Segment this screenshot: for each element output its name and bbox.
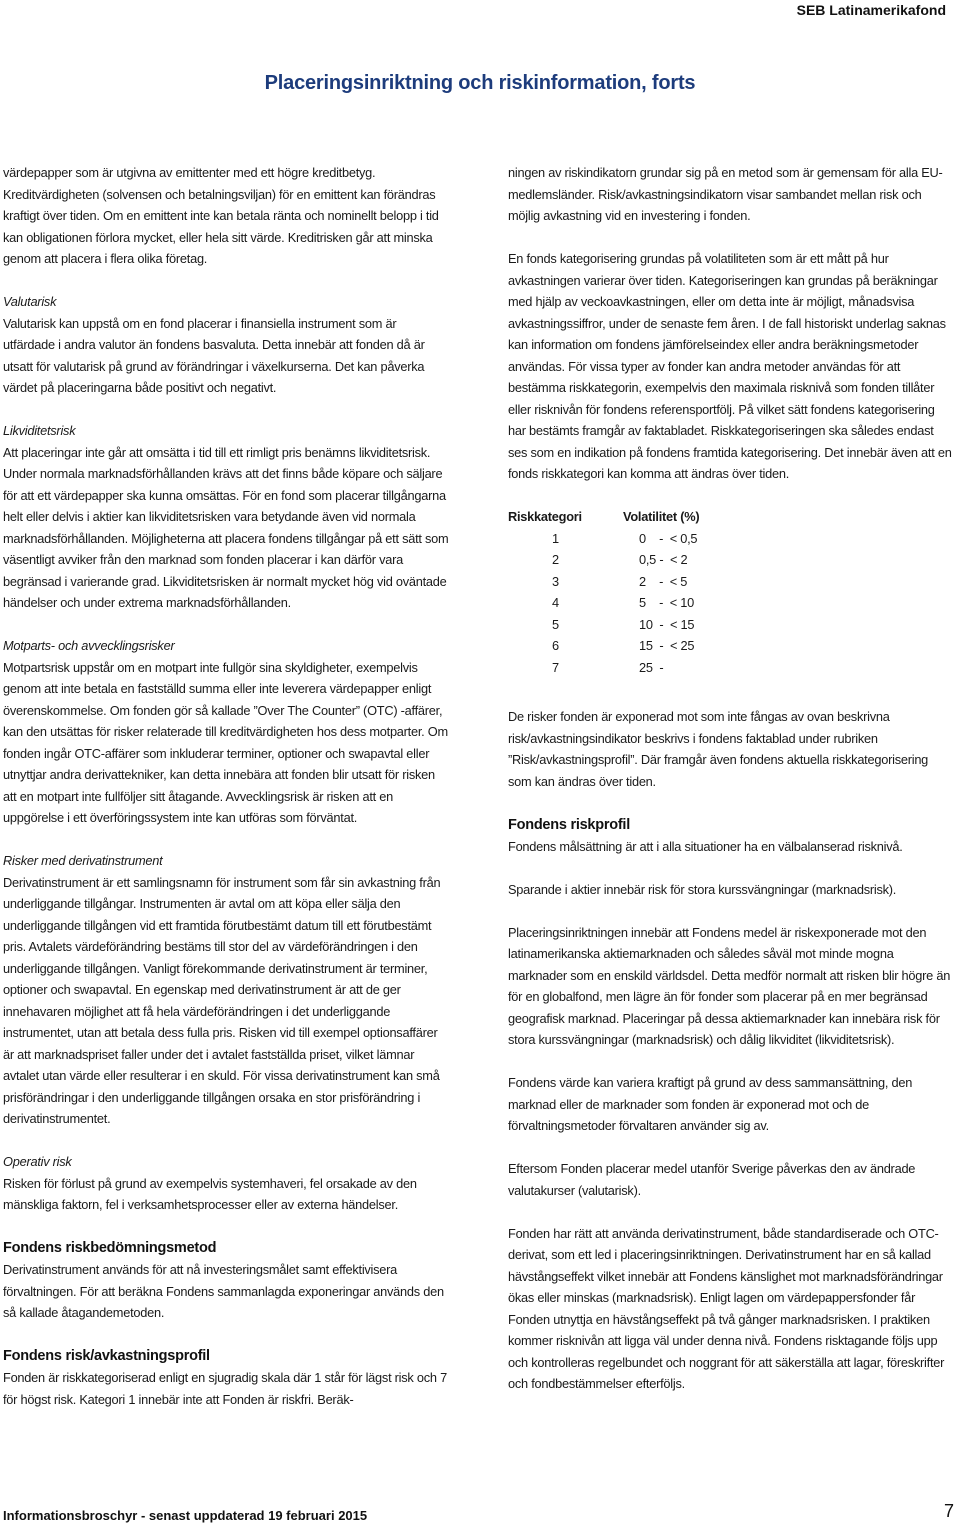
table-row [508,635,699,657]
valutarisk-heading: Valutarisk [3,294,57,309]
valutarisk-paragraph: Valutarisk kan uppstå om en fond placerar i finansiella instrument som är utfärdade i andra valutor än fondens basvaluta. Detta innebär att fonden då är utsatt för valutarisk på grund av förändringar i växelkurserna. Det kan påverka värdet på placeringarna både positivt och negativt. [3,315,425,395]
riskprofil-paragraph-6: Fonden har rätt att använda derivatinstrument, både standardiserade och OTC-derivat, som ett led i placeringsinriktningen. Derivatinstrument har en så kallad hävstångseffekt vilket innebär att Fondens känslighet mot marknadsförändringar ökas eller minskas (marknadsrisk). Enligt lagen om värdepappersfonder får Fonden utnyttja en hävstångseffekt på två gånger marknadsrisken. I praktiken kommer risknivån att ligga väl under denna nivå. Fondens risktagande följs upp och kontrolleras regelbundet och noggrant för att säkerställa att lagar, föreskrifter och fondbestämmelser efterföljs. [508,1225,945,1391]
fund-name: SEB Latinamerikafond [796,2,946,18]
table-cell-volatility: 0,5 - < 2 [639,552,688,567]
page-number: 7 [943,1501,954,1521]
table-cell-category: 2 [552,552,559,567]
table-cell-volatility: 25 - [639,659,664,675]
table-cell-category: 4 [552,595,559,610]
riskindikator-paragraph: ningen av riskindikatorn grundar sig på en metod som är gemensam för alla EU-medlemsländer. Risk/avkastningsindikatorn visar sambandet mellan risk och möjlig avkastning vid en investering i fonden. [508,165,943,223]
table-row [508,614,699,636]
operativ-heading: Operativ risk [3,1154,72,1169]
page-header [0,0,960,26]
column-header-riskkategori: Riskkategori [508,509,582,524]
table-row [508,528,699,550]
table-cell-volatility: 10 - < 15 [639,616,695,632]
page-title: Placeringsinriktning och riskinformation, forts [264,72,696,94]
table-row [508,657,699,679]
riskprofil-paragraph-2: Sparande i aktier innebär risk för stora kurssvängningar (marknadsrisk). [508,881,897,897]
column-header-volatilitet: Volatilitet (%) [623,509,700,524]
table-cell-volatility: 2 - < 5 [639,573,688,589]
table-row [508,549,699,571]
riskprofil-paragraph-1: Fondens målsättning är att i alla situationer ha en välbalanserad risknivå. [508,838,903,854]
derivat-heading: Risker med derivatinstrument [3,853,163,868]
risk-category-table [508,506,699,678]
table-cell-category: 1 [552,530,559,546]
riskprofil-paragraph-3: Placeringsinriktningen innebär att Fondens medel är riskexponerade mot den latinamerikanska aktiemarknaden och således såväl mot minde mogna marknader som en enskild världsdel. Detta medför normalt att risken blir högre än för en globalfond, men lägre än för fonder som placerar på en mer begränsad geografisk marknad. Placeringar på dessa aktiemarknader kan innebära risk för stora kurssvängningar (marknadsrisk) och dålig likviditet (likviditetsrisk). [508,924,951,1047]
kategorisering-paragraph: En fonds kategorisering grundas på volatiliteten som är ett mått på hur avkastningen varierar över tiden. Kategoriseringen kan grundas på beräkningar med hjälp av veckoavkastningen, eller om detta inte är möjligt, månadsvisa avkastningssiffror, under de senaste fem åren. I de fall historiskt underlag saknas kan information om fondens jämförelseindex eller andra beräkningsmetoder användas. För vissa typer av fonder kan andra metoder användas för att bestämma riskkategorin, exempelvis den maximala risknivå som fonden tillåter eller risknivån för fondens referensportfölj. På vilket sätt fondens kategorisering har bestämts framgår av faktabladet. Riskkategoriseringen ska således endast ses som en indikation på fondens framtida kategorisering. Det innebär även att en fonds riskkategori kan komma att ändras över tiden. [508,251,952,481]
table-cell-volatility: 0 - < 0,5 [639,530,698,546]
kreditrisk-paragraph: värdepapper som är utgivna av emittenter med ett högre kreditbetyg. Kreditvärdigheten (solvensen och betalningsviljan) för en emittent kan förändras kraftigt över tiden. Om en emittent inte kan betala ränta och nominellt belopp i tid kan obligationen förlora mycket, eller hela sitt värde. Kreditrisken går att minska genom att placera i flera olika företag. [3,165,439,266]
table-row [508,592,699,614]
footer-update-info: Informationsbroschyr - senast uppdaterad 19 februari 2015 [3,1508,368,1523]
derivat-paragraph: Derivatinstrument är ett samlingsnamn för instrument som får sin avkastning från underliggande tillgångar. Instrumenten är avtal om att köpa eller sälja den underliggande tillgången vid ett framtida förutbestämt datum till ett förutbestämt pris. Avtalets värdeförändring bestäms till stor del av värdeförändringen i den underliggande tillgången. Vanligt förekommande derivatinstrument är terminer, optioner och swapavtal. En egenskap med derivatinstrument är att de ger innehavaren möjlighet att få hela värdeförändringen i det underliggande instrumentet, utan att betala dess fulla pris. Risken vid till exempel optionsaffärer är att marknadspriset faller under det i avtalet fastställda priset, vilket lämnar avtalet utan värde eller resulterar i en skuld. För vissa derivatinstrument kan små prisförändringar i den underliggande tillgången orsaka en stor prisförändring i derivatinstrumentet. [3,874,441,1126]
table-row [508,571,699,593]
ovriga-risker-paragraph: De risker fonden är exponerad mot som inte fångas av ovan beskrivna risk/avkastningsindikator beskrivs i fondens faktablad under rubriken ”Risk/avkastningsprofil”. Där framgår även fondens aktuella riskkategorisering som kan ändras över tiden. [508,709,929,789]
page-footer [0,1490,960,1528]
risk-avkastningsprofil-paragraph: Fonden är riskkategoriserad enligt en sjugradig skala där 1 står för lägst risk och 7 för högst risk. Kategori 1 innebär inte att Fonden är riskfri. Beräk- [3,1370,447,1407]
motparts-paragraph: Motpartsrisk uppstår om en motpart inte fullgör sina skyldigheter, exempelvis genom att inte betala en fastställd summa eller inte leverera värdepapper enligt överenskommelse. Om fonden gör så kallade ”Over The Counter” (OTC) -affärer, kan den utsättas för risker relaterade till kreditvärdigheten hos dess motparter. Om fonden ingår OTC-affärer som inkluderar terminer, optioner och swapavtal eller utnyttjar andra derivattekniker, kan detta innebära att fonden blir utsatt för risken att en motpart inte fullföljer sitt åtagande. Avvecklingsrisk är risken att en uppgörelse i ett överföringssystem inte kan utföras som förväntat. [3,659,448,825]
riskbedomning-heading: Fondens riskbedömningsmetod [3,1240,217,1256]
table-cell-category: 3 [552,573,559,589]
riskprofil-heading: Fondens riskprofil [508,816,630,833]
likviditetsrisk-heading: Likviditetsrisk [3,423,76,438]
riskprofil-paragraph-5: Eftersom Fonden placerar medel utanför Sverige påverkas den av ändrade valutakurser (valutarisk). [508,1161,916,1198]
table-cell-category: 6 [552,638,559,653]
riskprofil-paragraph-4: Fondens värde kan variera kraftigt på grund av dess sammansättning, den marknad eller de marknader som fonden är exponerad mot och de förvaltningsmetoder förvaltaren använder sig av. [508,1075,913,1133]
table-cell-volatility: 5 - < 10 [639,595,694,610]
table-cell-volatility: 15 - < 25 [639,638,695,653]
table-header-row [508,506,699,528]
table-cell-category: 5 [552,616,559,632]
likviditetsrisk-paragraph: Att placeringar inte går att omsätta i tid till ett rimligt pris benämns likviditetsrisk. Under normala marknadsförhållanden krävs att det finns både köpare och säljare för att ett värdepapper ska kunna omsättas. För en fond som placerar tillgångarna helt eller delvis i aktier kan likviditetsrisken vara betydande även vid normala marknadsförhållanden. Möjligheterna att placera fondens tillgångar på ett sätt som väsentligt avviker från den marknad som fonden placerar i kan därför vara begränsad i varierande grad. Likviditetsrisken är normalt mycket hög vid oväntade händelser och under extrema marknadsförhållanden. [3,444,449,610]
operativ-paragraph: Risken för förlust på grund av exempelvis systemhaveri, fel orsakade av den mänskliga faktorn, fel i verksamhetsprocesser eller av externa händelser. [3,1175,417,1212]
right-column [508,162,954,1395]
table-cell-category: 7 [552,659,559,675]
riskbedomning-paragraph: Derivatinstrument används för att nå investeringsmålet samt effektivisera förvaltningen. För att beräkna Fondens sammanlagda exponeringar används den så kallade åtagandemetoden. [3,1262,444,1320]
motparts-heading: Motparts- och avvecklingsrisker [3,638,175,653]
left-column [3,162,449,1410]
risk-avkastningsprofil-heading: Fondens risk/avkastningsprofil [3,1348,210,1364]
